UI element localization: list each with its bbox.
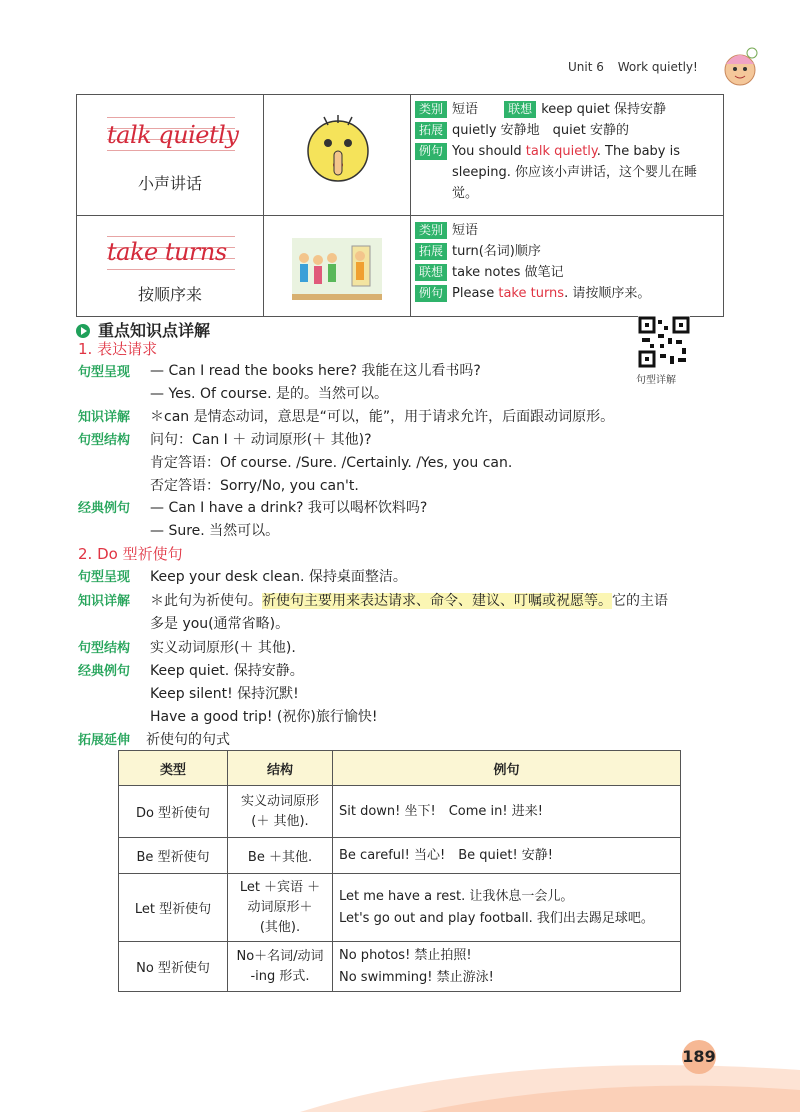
imperative-types-table bbox=[118, 750, 681, 992]
def-line bbox=[415, 220, 719, 241]
play-icon bbox=[76, 324, 90, 338]
explanation-post: 它的主语 bbox=[612, 593, 668, 609]
part1-heading: 1. 表达请求 bbox=[78, 340, 158, 358]
extension-text: 祈使句的句式 bbox=[146, 732, 230, 748]
page-number: 189 bbox=[682, 1040, 716, 1074]
qr-label: 句型详解 bbox=[636, 375, 676, 386]
def-text: 短语 bbox=[452, 102, 479, 117]
structure-text: -ing 形式. bbox=[250, 968, 310, 984]
extension-tag: 拓展 bbox=[415, 122, 447, 139]
structure-text: (其他). bbox=[259, 919, 301, 935]
structure-label: 句型结构 bbox=[78, 641, 131, 656]
shushing-face-icon bbox=[264, 95, 410, 211]
structure-text: Be ＋其他. bbox=[247, 850, 313, 865]
table-row bbox=[119, 786, 681, 838]
def-line bbox=[415, 120, 719, 141]
structure-text: (＋ 其他). bbox=[251, 813, 309, 829]
definition-cell bbox=[411, 95, 724, 216]
pattern-label: 句型呈现 bbox=[78, 570, 131, 585]
example-text: No swimming! 禁止游泳! bbox=[339, 969, 494, 985]
def-line bbox=[415, 99, 719, 120]
type-cell: No 型祈使句 bbox=[119, 942, 228, 992]
association-tag: 联想 bbox=[504, 101, 536, 118]
def-text: 短语 bbox=[452, 223, 479, 238]
example-pre: You should bbox=[452, 144, 526, 159]
structure-cell bbox=[228, 942, 333, 992]
example-text: Let's go out and play football. 我们出去踢足球吧。 bbox=[339, 910, 654, 926]
structure-cell bbox=[228, 838, 333, 874]
section-title-text: 重点知识点详解 bbox=[98, 321, 211, 340]
vocab-row bbox=[77, 216, 724, 317]
header-example: 例句 bbox=[333, 751, 681, 786]
part2-heading: 2. Do 型祈使句 bbox=[78, 545, 183, 563]
structure-cell bbox=[228, 874, 333, 942]
type-cell: Let 型祈使句 bbox=[119, 874, 228, 942]
example-line: — Sure. 当然可以。 bbox=[150, 523, 280, 539]
category-tag: 类别 bbox=[415, 101, 447, 118]
association-tag: 联想 bbox=[415, 264, 447, 281]
word-cell bbox=[77, 216, 264, 317]
structure-label: 句型结构 bbox=[78, 433, 131, 448]
example-tag: 例句 bbox=[415, 285, 447, 302]
children-queue-icon bbox=[264, 216, 410, 312]
handwritten-word: talk quietly bbox=[107, 121, 239, 149]
definition-cell bbox=[411, 216, 724, 317]
word-meaning: 按顺序来 bbox=[137, 285, 202, 304]
example-line: Keep quiet. 保持安静。 bbox=[150, 663, 304, 679]
explanation-cont: 多是 you(通常省略)。 bbox=[150, 616, 290, 632]
word-cell bbox=[77, 95, 264, 216]
def-text: quietly 安静地 quiet 安静的 bbox=[452, 123, 629, 138]
structure-text: 动词原形＋ bbox=[247, 899, 313, 915]
example-label: 经典例句 bbox=[78, 501, 131, 516]
explanation-label: 知识详解 bbox=[78, 410, 131, 425]
def-text: turn(名词)顺序 bbox=[452, 244, 541, 259]
example-cell bbox=[333, 838, 681, 874]
extension-label: 拓展延伸 bbox=[78, 733, 131, 748]
example-label: 经典例句 bbox=[78, 664, 131, 679]
example-highlight: take turns bbox=[498, 286, 565, 301]
example-post: . 请按顺序来。 bbox=[564, 286, 651, 301]
unit-title: Work quietly! bbox=[617, 60, 698, 74]
explanation-highlight: 祈使句主要用来表达请求、命令、建议、叮嘱或祝愿等。 bbox=[262, 593, 612, 609]
pattern-text: Keep your desk clean. 保持桌面整洁。 bbox=[150, 569, 407, 585]
example-line: Keep silent! 保持沉默! bbox=[150, 686, 299, 702]
type-cell: Be 型祈使句 bbox=[119, 838, 228, 874]
example-line: Have a good trip! (祝你)旅行愉快! bbox=[150, 709, 378, 725]
example-post: . The baby is sleeping. 你应该小声讲话，这个婴儿在睡觉。 bbox=[452, 144, 698, 201]
example-highlight: talk quietly bbox=[525, 144, 597, 159]
structure-text: 实义动词原形 bbox=[240, 793, 319, 809]
example-text: Sit down! 坐下! Come in! 进来! bbox=[339, 803, 543, 819]
structure-cell bbox=[228, 786, 333, 838]
def-line bbox=[415, 141, 719, 204]
header-type: 类型 bbox=[119, 751, 228, 786]
table-row bbox=[119, 874, 681, 942]
picture-cell bbox=[264, 95, 411, 216]
dialogue-line: — Yes. Of course. 是的。当然可以。 bbox=[150, 386, 389, 402]
def-text: keep quiet 保持安静 bbox=[541, 102, 666, 117]
footer-wave bbox=[0, 1030, 800, 1112]
table-header-row bbox=[119, 751, 681, 786]
explanation-label: 知识详解 bbox=[78, 594, 131, 609]
dialogue-line: — Can I read the books here? 我能在这儿看书吗? bbox=[150, 363, 481, 379]
def-line bbox=[415, 241, 719, 262]
handwritten-word: take turns bbox=[107, 238, 227, 266]
explanation-text bbox=[150, 590, 668, 610]
def-line bbox=[415, 283, 719, 304]
word-meaning: 小声讲话 bbox=[137, 174, 202, 193]
vocab-table bbox=[76, 94, 724, 317]
example-tag: 例句 bbox=[415, 143, 447, 160]
category-tag: 类别 bbox=[415, 222, 447, 239]
table-row bbox=[119, 942, 681, 992]
mascot-icon bbox=[718, 44, 762, 92]
explanation-text: ＊can 是情态动词，意思是“可以，能”，用于请求允许，后面跟动词原形。 bbox=[150, 409, 615, 425]
structure-line: 肯定答语：Of course. /Sure. /Certainly. /Yes, you can. bbox=[150, 455, 513, 471]
example-line: — Can I have a drink? 我可以喝杯饮料吗? bbox=[150, 500, 428, 516]
def-text: take notes 做笔记 bbox=[452, 265, 564, 280]
structure-text: No＋名词/动词 bbox=[236, 948, 324, 964]
example-text: Let me have a rest. 让我休息一会儿。 bbox=[339, 888, 574, 904]
structure-text: Let ＋宾语 ＋ bbox=[239, 879, 321, 895]
structure-line: 问句：Can I ＋ 动词原形(＋ 其他)? bbox=[150, 432, 372, 448]
example-text: Be careful! 当心! Be quiet! 安静! bbox=[339, 847, 554, 863]
structure-line: 否定答语：Sorry/No, you can't. bbox=[150, 478, 359, 494]
pattern-label: 句型呈现 bbox=[78, 365, 131, 380]
running-header bbox=[568, 60, 708, 74]
example-text: No photos! 禁止拍照! bbox=[339, 947, 472, 963]
example-cell bbox=[333, 786, 681, 838]
extension-tag: 拓展 bbox=[415, 243, 447, 260]
example-pre: Please bbox=[452, 286, 499, 301]
qr-code-icon[interactable] bbox=[638, 316, 690, 368]
header-structure: 结构 bbox=[228, 751, 333, 786]
type-cell: Do 型祈使句 bbox=[119, 786, 228, 838]
picture-cell bbox=[264, 216, 411, 317]
structure-line: 实义动词原形(＋ 其他). bbox=[150, 640, 296, 656]
vocab-row bbox=[77, 95, 724, 216]
example-cell bbox=[333, 874, 681, 942]
unit-label: Unit 6 bbox=[568, 60, 604, 74]
explanation-pre: ＊此句为祈使句。 bbox=[150, 593, 262, 609]
def-line bbox=[415, 262, 719, 283]
table-row bbox=[119, 838, 681, 874]
example-cell bbox=[333, 942, 681, 992]
